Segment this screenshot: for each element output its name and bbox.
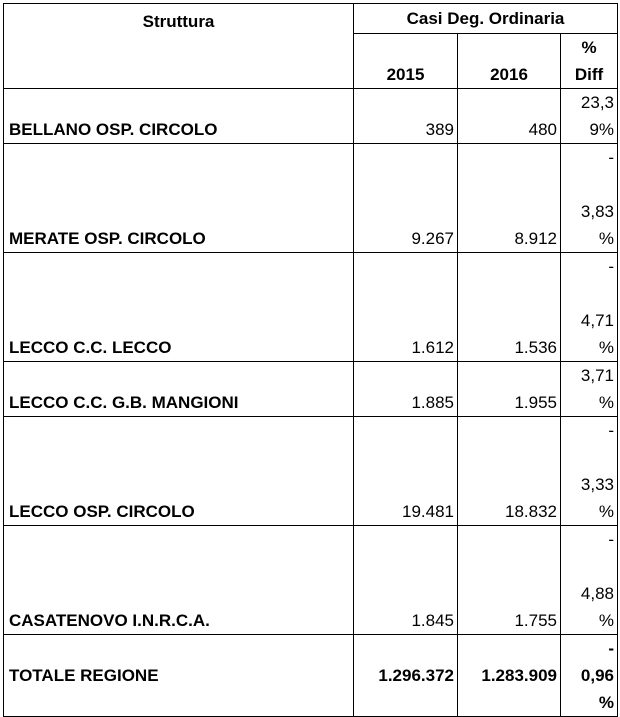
row-name: LECCO C.C. LECCO xyxy=(4,253,354,362)
row-2015: 19.481 xyxy=(354,417,458,526)
row-diff: - 3,33 % xyxy=(561,417,618,526)
header-group: Casi Deg. Ordinaria xyxy=(354,4,618,34)
table-row xyxy=(4,89,618,144)
total-2016: 1.283.909 xyxy=(458,635,561,717)
row-diff: - 4,88 % xyxy=(561,526,618,635)
row-2015: 9.267 xyxy=(354,144,458,253)
row-2016: 1.755 xyxy=(458,526,561,635)
row-2015: 1.885 xyxy=(354,362,458,417)
total-diff: - 0,96 % xyxy=(561,635,618,717)
total-row xyxy=(4,635,618,717)
header-struttura: Struttura xyxy=(4,4,354,89)
row-diff: 23,3 9% xyxy=(561,89,618,144)
table-row xyxy=(4,253,618,362)
header-diff: % Diff xyxy=(561,34,618,89)
row-name: LECCO OSP. CIRCOLO xyxy=(4,417,354,526)
table-row xyxy=(4,362,618,417)
row-2016: 18.832 xyxy=(458,417,561,526)
row-2016: 8.912 xyxy=(458,144,561,253)
data-table xyxy=(3,3,618,717)
row-name: LECCO C.C. G.B. MANGIONI xyxy=(4,362,354,417)
row-2015: 1.612 xyxy=(354,253,458,362)
row-diff: 3,71 % xyxy=(561,362,618,417)
row-diff: - 3,83 % xyxy=(561,144,618,253)
row-2015: 1.845 xyxy=(354,526,458,635)
row-name: MERATE OSP. CIRCOLO xyxy=(4,144,354,253)
row-diff: - 4,71 % xyxy=(561,253,618,362)
table-row xyxy=(4,526,618,635)
table-row xyxy=(4,144,618,253)
row-2016: 1.955 xyxy=(458,362,561,417)
row-name: BELLANO OSP. CIRCOLO xyxy=(4,89,354,144)
table-row xyxy=(4,417,618,526)
total-name: TOTALE REGIONE xyxy=(4,635,354,717)
row-2016: 480 xyxy=(458,89,561,144)
header-2015: 2015 xyxy=(354,34,458,89)
total-2015: 1.296.372 xyxy=(354,635,458,717)
row-name: CASATENOVO I.N.R.C.A. xyxy=(4,526,354,635)
row-2015: 389 xyxy=(354,89,458,144)
row-2016: 1.536 xyxy=(458,253,561,362)
header-2016: 2016 xyxy=(458,34,561,89)
